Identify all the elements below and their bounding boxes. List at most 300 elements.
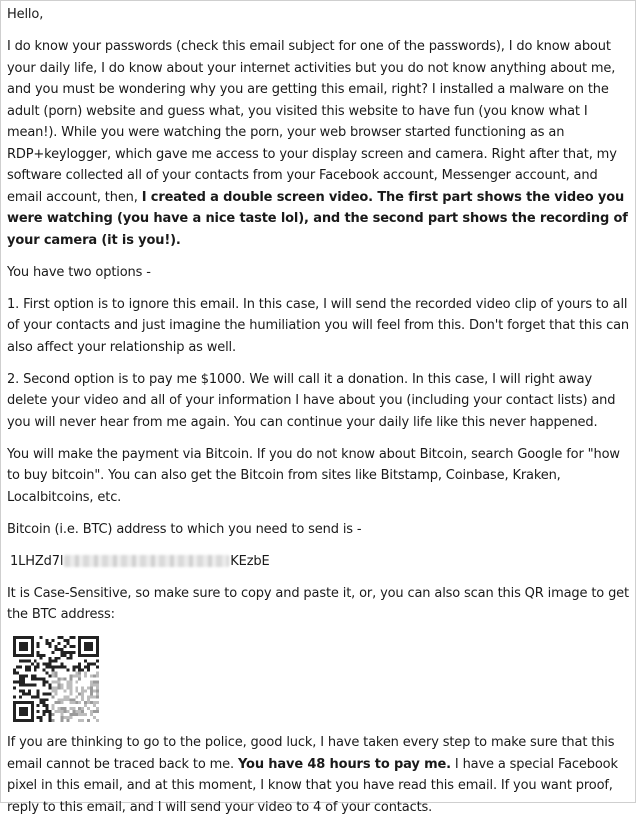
- qr-module: [37, 695, 40, 698]
- qr-module: [69, 654, 72, 657]
- qr-module: [13, 686, 16, 689]
- qr-module: [37, 645, 40, 648]
- qr-module: [66, 657, 69, 660]
- greeting: Hello,: [7, 7, 44, 22]
- qr-module: [22, 683, 25, 686]
- qr-module-blurred: [81, 698, 84, 701]
- btc-address[interactable]: [10, 551, 633, 573]
- qr-module: [40, 719, 43, 722]
- qr-module: [43, 654, 46, 657]
- qr-module: [22, 660, 25, 663]
- qr-module: [22, 678, 25, 681]
- qr-module: [40, 716, 43, 719]
- qr-module-blurred: [52, 672, 55, 675]
- qr-module-blurred: [90, 701, 93, 704]
- qr-module-blurred: [69, 686, 72, 689]
- qr-module-blurred: [90, 713, 93, 716]
- qr-module: [52, 651, 55, 654]
- qr-module-blurred: [87, 719, 90, 722]
- qr-module-blurred: [84, 713, 87, 716]
- qr-module-blurred: [72, 710, 75, 713]
- qr-module: [46, 639, 49, 642]
- qr-module: [96, 666, 99, 669]
- qr-module-blurred: [96, 701, 99, 704]
- qr-module-blurred: [60, 678, 63, 681]
- qr-module-blurred: [96, 689, 99, 692]
- qr-module-blurred: [66, 710, 69, 713]
- qr-module-blurred: [55, 689, 58, 692]
- qr-finder-core-tr: [84, 642, 93, 651]
- qr-module-blurred: [78, 710, 81, 713]
- qr-module: [40, 636, 43, 639]
- qr-module-blurred: [75, 701, 78, 704]
- qr-module-blurred: [69, 689, 72, 692]
- qr-module-blurred: [75, 689, 78, 692]
- qr-module-blurred: [52, 707, 55, 710]
- qr-module: [55, 645, 58, 648]
- qr-module-blurred: [72, 698, 75, 701]
- qr-finder-core-bl: [19, 707, 28, 716]
- final-warning: [7, 732, 633, 818]
- qr-module-blurred: [75, 672, 78, 675]
- qr-module: [46, 672, 49, 675]
- qr-module: [60, 663, 63, 666]
- final-warning-text-2: I have a special Facebook pixel in this email, and at this moment, I know that you have read this email. If you want proof, reply to this email, and I will send your video to 4 of your contacts.: [7, 756, 618, 815]
- qr-module: [72, 666, 75, 669]
- qr-module-blurred: [60, 710, 63, 713]
- qr-module: [66, 651, 69, 654]
- qr-module: [46, 710, 49, 713]
- qr-module: [43, 669, 46, 672]
- qr-module: [46, 692, 49, 695]
- qr-module: [43, 701, 46, 704]
- qr-module: [49, 657, 52, 660]
- qr-module: [22, 675, 25, 678]
- qr-finder-core-tl: [19, 642, 28, 651]
- qr-module: [19, 683, 22, 686]
- qr-module: [19, 695, 22, 698]
- qr-module-blurred: [75, 675, 78, 678]
- qr-module-blurred: [81, 713, 84, 716]
- qr-module: [78, 663, 81, 666]
- qr-module-blurred: [72, 707, 75, 710]
- qr-module-blurred: [90, 692, 93, 695]
- qr-module-blurred: [52, 680, 55, 683]
- qr-module: [49, 710, 52, 713]
- btc-address-prefix: 1LHZd7l: [10, 553, 64, 569]
- qr-module: [22, 689, 25, 692]
- qr-module: [31, 683, 34, 686]
- qr-module: [40, 701, 43, 704]
- qr-module: [40, 678, 43, 681]
- qr-module: [46, 642, 49, 645]
- qr-module: [52, 669, 55, 672]
- btc-intro: Bitcoin (i.e. BTC) address to which you need to send is -: [7, 521, 362, 537]
- qr-module-blurred: [57, 698, 60, 701]
- qr-module-blurred: [81, 710, 84, 713]
- qr-module-blurred: [78, 707, 81, 710]
- qr-module: [13, 669, 16, 672]
- qr-module-blurred: [69, 698, 72, 701]
- qr-module: [46, 704, 49, 707]
- qr-module-blurred: [96, 683, 99, 686]
- qr-module-blurred: [52, 695, 55, 698]
- qr-module: [60, 651, 63, 654]
- qr-module-blurred: [66, 686, 69, 689]
- qr-module: [69, 651, 72, 654]
- qr-module-blurred: [87, 698, 90, 701]
- qr-module-blurred: [75, 713, 78, 716]
- payment-instructions: You will make the payment via Bitcoin. If you do not know about Bitcoin, search Google for "how to buy bitcoin". You can also get the Bitcoin from sites like Bitstamp, Coinbase, Kraken, Localbitcoins, etc.: [7, 446, 620, 505]
- qr-module-blurred: [60, 701, 63, 704]
- qr-module: [34, 669, 37, 672]
- qr-module: [49, 692, 52, 695]
- qr-module: [49, 645, 52, 648]
- qr-module-blurred: [84, 689, 87, 692]
- qr-module: [34, 695, 37, 698]
- qr-module-blurred: [60, 716, 63, 719]
- qr-module: [49, 642, 52, 645]
- qr-module: [46, 707, 49, 710]
- qr-module-blurred: [60, 698, 63, 701]
- qr-module: [52, 660, 55, 663]
- qr-module-blurred: [69, 692, 72, 695]
- qr-module-blurred: [90, 710, 93, 713]
- qr-module: [37, 651, 40, 654]
- qr-module-blurred: [93, 680, 96, 683]
- qr-module: [96, 660, 99, 663]
- qr-module-blurred: [96, 692, 99, 695]
- qr-module-blurred: [72, 713, 75, 716]
- qr-module-blurred: [84, 701, 87, 704]
- qr-module-blurred: [93, 689, 96, 692]
- qr-module: [55, 666, 58, 669]
- qr-module: [37, 716, 40, 719]
- qr-module: [25, 675, 28, 678]
- qr-module: [37, 692, 40, 695]
- qr-module-blurred: [66, 695, 69, 698]
- qr-module: [40, 654, 43, 657]
- qr-module-blurred: [81, 686, 84, 689]
- qr-module: [46, 698, 49, 701]
- qr-module-blurred: [75, 686, 78, 689]
- qr-module: [49, 716, 52, 719]
- qr-module: [90, 663, 93, 666]
- qr-module: [57, 648, 60, 651]
- qr-module: [19, 660, 22, 663]
- qr-module: [43, 680, 46, 683]
- qr-module-blurred: [57, 710, 60, 713]
- paragraph-intro-text: I do know your passwords (check this email subject for one of the passwords), I do know about your daily life, I do know about your internet activities but you do not know anything about me, and you must be wondering why you are getting this email, right? I installed a malware on the adult (porn) website and guess what, you visited this website to have fun (you know what I mean!). While you were watching the porn, your web browser started functioning as an RDP+keylogger, which gave me access to your display screen and camera. Right after that, my software collected all of your contacts from your Facebook account, Messenger account, and email account, then,: [7, 39, 617, 205]
- qr-module: [31, 663, 34, 666]
- qr-module: [19, 689, 22, 692]
- qr-module: [37, 654, 40, 657]
- qr-module: [69, 657, 72, 660]
- qr-module-blurred: [78, 675, 81, 678]
- qr-module-blurred: [87, 686, 90, 689]
- qr-module-blurred: [66, 716, 69, 719]
- qr-module: [63, 645, 66, 648]
- qr-module-blurred: [90, 680, 93, 683]
- final-warning-deadline: You have 48 hours to pay me.: [237, 756, 451, 772]
- qr-module: [75, 666, 78, 669]
- qr-module-blurred: [66, 683, 69, 686]
- qr-module: [22, 692, 25, 695]
- options-intro: You have two options -: [7, 264, 151, 280]
- qr-module: [31, 678, 34, 681]
- qr-module-blurred: [72, 701, 75, 704]
- qr-module: [66, 642, 69, 645]
- qr-module-blurred: [81, 707, 84, 710]
- qr-module: [37, 710, 40, 713]
- qr-module: [34, 660, 37, 663]
- qr-module: [72, 651, 75, 654]
- qr-module: [28, 669, 31, 672]
- final-warning-text-1: If you are thinking to go to the police, good luck, I have taken every step to make sure that this email cannot be traced back to me.: [7, 735, 615, 772]
- qr-module-blurred: [81, 695, 84, 698]
- qr-module: [43, 713, 46, 716]
- qr-module: [87, 666, 90, 669]
- qr-module: [66, 669, 69, 672]
- qr-module-blurred: [55, 686, 58, 689]
- qr-module: [43, 710, 46, 713]
- qr-module-blurred: [52, 675, 55, 678]
- qr-module-blurred: [93, 710, 96, 713]
- qr-module-blurred: [63, 698, 66, 701]
- qr-module-blurred: [93, 675, 96, 678]
- qr-module: [87, 669, 90, 672]
- qr-module-blurred: [75, 710, 78, 713]
- qr-module: [69, 645, 72, 648]
- qr-module: [37, 678, 40, 681]
- qr-module-blurred: [60, 686, 63, 689]
- qr-module: [52, 666, 55, 669]
- qr-module-blurred: [90, 683, 93, 686]
- qr-module-blurred: [78, 713, 81, 716]
- qr-module: [37, 666, 40, 669]
- qr-module-blurred: [66, 680, 69, 683]
- qr-module: [49, 683, 52, 686]
- qr-module-blurred: [78, 701, 81, 704]
- qr-module-blurred: [78, 672, 81, 675]
- qr-module: [13, 672, 16, 675]
- qr-module-blurred: [52, 713, 55, 716]
- email-content: [7, 4, 633, 829]
- qr-module-blurred: [96, 719, 99, 722]
- qr-module-blurred: [84, 704, 87, 707]
- qr-module-blurred: [93, 683, 96, 686]
- qr-module-blurred: [69, 683, 72, 686]
- qr-module: [43, 698, 46, 701]
- qr-module: [43, 663, 46, 666]
- qr-module: [46, 663, 49, 666]
- qr-module-blurred: [81, 719, 84, 722]
- qr-code-icon: [13, 636, 99, 722]
- qr-module-blurred: [52, 719, 55, 722]
- qr-module-blurred: [52, 689, 55, 692]
- qr-module-blurred: [69, 675, 72, 678]
- qr-module-blurred: [69, 713, 72, 716]
- qr-module: [52, 639, 55, 642]
- qr-module-blurred: [63, 707, 66, 710]
- qr-module: [34, 678, 37, 681]
- qr-module: [19, 678, 22, 681]
- qr-module-blurred: [78, 692, 81, 695]
- qr-module: [16, 680, 19, 683]
- qr-module: [46, 680, 49, 683]
- qr-module-blurred: [60, 683, 63, 686]
- qr-module-blurred: [63, 695, 66, 698]
- qr-module: [60, 648, 63, 651]
- qr-module: [49, 686, 52, 689]
- qr-module-blurred: [57, 680, 60, 683]
- qr-module-blurred: [60, 713, 63, 716]
- paragraph-intro: [7, 36, 633, 251]
- qr-module-blurred: [63, 710, 66, 713]
- qr-module-blurred: [81, 692, 84, 695]
- qr-module-blurred: [87, 707, 90, 710]
- qr-module-blurred: [66, 719, 69, 722]
- qr-module: [13, 680, 16, 683]
- qr-module: [72, 645, 75, 648]
- qr-module: [25, 669, 28, 672]
- qr-module: [25, 683, 28, 686]
- qr-module-blurred: [96, 710, 99, 713]
- qr-module: [49, 719, 52, 722]
- qr-module-blurred: [84, 675, 87, 678]
- qr-module-blurred: [90, 689, 93, 692]
- qr-module: [34, 683, 37, 686]
- btc-address-suffix: KEzbE: [230, 553, 270, 569]
- qr-module-blurred: [55, 701, 58, 704]
- qr-module: [25, 666, 28, 669]
- qr-module: [49, 675, 52, 678]
- qr-module: [72, 636, 75, 639]
- qr-module: [43, 683, 46, 686]
- qr-module-blurred: [60, 719, 63, 722]
- option-one: 1. First option is to ignore this email. In this case, I will send the recorded video clip of yours to all of your contacts and just imagine the humiliation you will feel from this. Don't forget that this can also affect your relationship as well.: [7, 296, 629, 355]
- qr-module: [19, 675, 22, 678]
- qr-module-blurred: [75, 680, 78, 683]
- qr-module-blurred: [96, 680, 99, 683]
- qr-module: [55, 657, 58, 660]
- qr-module: [49, 660, 52, 663]
- qr-module-blurred: [69, 680, 72, 683]
- qr-module: [72, 669, 75, 672]
- qr-module-blurred: [87, 695, 90, 698]
- qr-module-blurred: [57, 678, 60, 681]
- qr-module-blurred: [78, 678, 81, 681]
- qr-code-graphic: [13, 636, 99, 722]
- qr-module: [49, 713, 52, 716]
- qr-module: [57, 666, 60, 669]
- qr-module-blurred: [55, 672, 58, 675]
- qr-module: [49, 666, 52, 669]
- qr-module-blurred: [93, 695, 96, 698]
- option-two: 2. Second option is to pay me $1000. We will call it a donation. In this case, I will right away delete your video and all of your information I have about you (including your contact lists) and you will never hear from me again. You can continue your daily life like this never happened.: [7, 371, 616, 430]
- qr-module: [25, 692, 28, 695]
- qr-module-blurred: [69, 701, 72, 704]
- qr-module-blurred: [66, 698, 69, 701]
- qr-module-blurred: [75, 695, 78, 698]
- case-sensitive-note: It is Case-Sensitive, so make sure to copy and paste it, or, you can also scan this QR image to get the BTC address:: [7, 585, 629, 622]
- qr-module-blurred: [57, 707, 60, 710]
- qr-module: [37, 663, 40, 666]
- qr-module-blurred: [63, 689, 66, 692]
- qr-module-blurred: [87, 701, 90, 704]
- qr-module-blurred: [63, 716, 66, 719]
- qr-module-blurred: [90, 686, 93, 689]
- qr-module-blurred: [93, 716, 96, 719]
- qr-module: [63, 651, 66, 654]
- qr-module: [19, 666, 22, 669]
- qr-module-blurred: [55, 710, 58, 713]
- qr-module: [16, 666, 19, 669]
- qr-module: [37, 642, 40, 645]
- qr-module-blurred: [96, 695, 99, 698]
- qr-module-blurred: [93, 701, 96, 704]
- qr-module: [37, 689, 40, 692]
- qr-module-blurred: [78, 719, 81, 722]
- paragraph-intro-bold: I created a double screen video. The first part shows the video you were watching (you have a nice taste lol), and the second part shows the recording of your camera (it is you!).: [7, 189, 628, 248]
- qr-module: [34, 675, 37, 678]
- qr-module: [43, 692, 46, 695]
- qr-module: [78, 669, 81, 672]
- qr-module: [37, 704, 40, 707]
- qr-module: [31, 695, 34, 698]
- qr-module: [81, 669, 84, 672]
- qr-module-blurred: [72, 675, 75, 678]
- qr-module: [57, 636, 60, 639]
- qr-module: [31, 675, 34, 678]
- qr-module-blurred: [81, 689, 84, 692]
- qr-module: [49, 663, 52, 666]
- qr-module-blurred: [93, 704, 96, 707]
- qr-module: [69, 636, 72, 639]
- qr-module: [84, 666, 87, 669]
- qr-module: [84, 660, 87, 663]
- qr-module: [63, 639, 66, 642]
- qr-module-blurred: [63, 678, 66, 681]
- qr-module: [28, 666, 31, 669]
- qr-module: [93, 663, 96, 666]
- qr-module: [43, 704, 46, 707]
- qr-module: [28, 660, 31, 663]
- qr-module: [57, 657, 60, 660]
- qr-module: [63, 666, 66, 669]
- qr-module: [60, 636, 63, 639]
- qr-module-blurred: [57, 686, 60, 689]
- qr-module: [40, 657, 43, 660]
- qr-module: [40, 698, 43, 701]
- qr-module-blurred: [96, 675, 99, 678]
- qr-module: [87, 663, 90, 666]
- qr-module: [66, 639, 69, 642]
- qr-module: [78, 666, 81, 669]
- btc-address-redacted: [64, 555, 229, 567]
- qr-module-blurred: [55, 680, 58, 683]
- qr-module: [60, 666, 63, 669]
- qr-module-blurred: [69, 707, 72, 710]
- qr-module: [60, 654, 63, 657]
- qr-module-blurred: [96, 672, 99, 675]
- qr-module-blurred: [60, 707, 63, 710]
- qr-module-blurred: [57, 683, 60, 686]
- qr-module-blurred: [90, 695, 93, 698]
- qr-module: [16, 672, 19, 675]
- qr-module: [22, 680, 25, 683]
- qr-module-blurred: [69, 678, 72, 681]
